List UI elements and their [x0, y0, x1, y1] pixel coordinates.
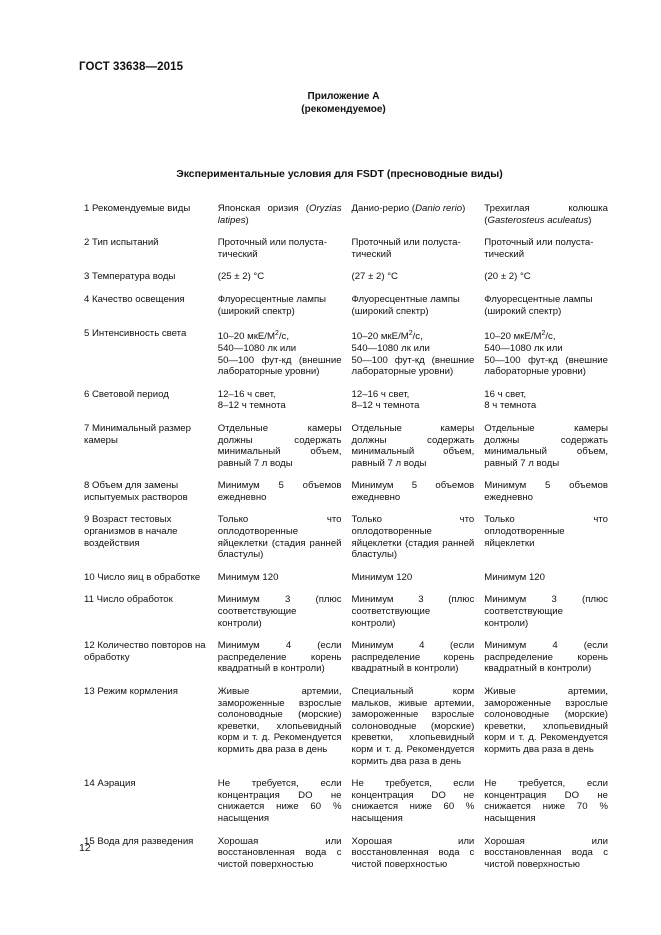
- value-cell: Проточный или полуста- тический: [484, 237, 594, 260]
- table-row: [84, 389, 608, 423]
- value-cell: Минимум 3 (плюс соответствующие контроли): [484, 594, 608, 629]
- value-cell: Минимум 5 объемов ежедневно: [217, 480, 342, 503]
- value-cell: Минимум 5 объемов ежедневно: [484, 480, 608, 503]
- value-cell: Хорошая или восстановленная вода с чистой поверхностью: [351, 835, 475, 870]
- param-cell: 14 Аэрация: [84, 778, 136, 790]
- table-row: [84, 686, 608, 778]
- value-cell: (20 ± 2) °С: [484, 271, 531, 283]
- appendix-heading: [0, 90, 661, 116]
- table-row: [84, 237, 608, 271]
- value-cell: Минимум 120: [484, 571, 545, 583]
- value-cell: 10–20 мкЕ/$М^2/с$, 540—1080 лк или 50—100 фут-кд (внешние лабораторные уровни): [351, 330, 475, 378]
- table-row: [84, 423, 608, 480]
- param-cell: 10 Число яиц в обработке: [84, 571, 201, 583]
- page-number: 12: [79, 842, 91, 854]
- species-cell: Трехиглая колюшка (Gasterosteus aculeatus): [484, 203, 608, 226]
- value-cell: Только что оплодотворенные яйцеклетки: [484, 514, 608, 549]
- value-cell: Хорошая или восстановленная вода с чистой поверхностью: [484, 835, 608, 870]
- value-cell: Только что оплодотворенные яйцеклетки (стадия ранней бластулы): [217, 514, 342, 561]
- value-cell: 12–16 ч свет, 8–12 ч темнота: [217, 388, 286, 412]
- table-row: [84, 480, 608, 514]
- value-cell: 12–16 ч свет, 8–12 ч темнота: [351, 388, 420, 412]
- table-row: [84, 514, 608, 571]
- appendix-title: Приложение А: [307, 91, 380, 102]
- value-cell: Отдельные камеры должны содержать минимальный объем, равный 7 л воды: [484, 422, 608, 469]
- table-row: [84, 203, 608, 237]
- value-cell: Минимум 120: [217, 571, 279, 583]
- value-cell: Не требуется, если концентрация DO не снижается ниже 60 % насыщения: [217, 778, 342, 824]
- param-cell: 8 Объем для замены испытуемых растворов: [84, 480, 188, 503]
- value-cell: Минимум 4 (если распределение корень квадратный в контроли): [484, 640, 608, 675]
- value-cell: 10–20 мкЕ/$М^2/с$, 540—1080 лк или 50—100 фут-кд (внешние лабораторные уровни): [484, 330, 608, 378]
- value-cell: Хорошая или восстановленная вода с чистой поверхностью: [217, 835, 342, 870]
- species-cell: Данио-рерио (Danio rerio): [351, 203, 466, 214]
- latin-name: Oryzias latipes: [217, 203, 342, 226]
- value-cell: Живые артемии, замороженные взрослые солоноводные (морские) креветки, хлопьевидный корм и т. д. Рекомендуется кормить два раза в день: [484, 686, 608, 755]
- table-row: [84, 778, 608, 835]
- param-cell: 9 Возраст тестовых организмов в начале воздействия: [84, 514, 178, 549]
- value-cell: Флуоресцентные лампы (широкий спектр): [217, 293, 327, 317]
- value-cell: Минимум 4 (если распределение корень квадратный в контроли): [217, 640, 342, 675]
- value-cell: Отдельные камеры должны содержать минимальный объем, равный 7 л воды: [351, 422, 475, 469]
- param-cell: 15 Вода для разведения: [84, 835, 194, 847]
- value-cell: 16 ч свет, 8 ч темнота: [484, 388, 537, 412]
- value-cell: Не требуется, если концентрация DO не снижается ниже 70 % насыщения: [484, 778, 608, 824]
- value-cell: Проточный или полуста- тический: [351, 237, 461, 260]
- table-row: [84, 294, 608, 328]
- value-cell: (27 ± 2) °С: [351, 271, 398, 283]
- value-cell: Минимум 3 (плюс соответствующие контроли): [351, 594, 475, 629]
- table-row: [84, 328, 608, 389]
- param-cell: 6 Световой период: [84, 388, 169, 400]
- param-cell: 4 Качество освещения: [84, 293, 185, 305]
- table-row: [84, 640, 608, 686]
- document-code: ГОСТ 33638—2015: [79, 61, 184, 73]
- param-cell: 1 Рекомендуемые виды: [84, 203, 191, 214]
- table-row: [84, 572, 608, 595]
- param-cell: 7 Минимальный размер камеры: [84, 422, 191, 446]
- value-cell: (25 ± 2) °С: [217, 271, 265, 283]
- value-cell: Минимум 5 объемов ежедневно: [351, 480, 475, 503]
- value-cell: Флуоресцентные лампы (широкий спектр): [484, 293, 593, 317]
- table-title: Экспериментальные условия для FSDT (пресноводные виды): [176, 168, 503, 180]
- param-cell: 3 Температура воды: [84, 271, 176, 283]
- conditions-table: [84, 203, 608, 881]
- value-cell: Живые артемии, замороженные взрослые солоноводные (морские) креветки, хлопьевидный корм и т. д. Рекомендуется кормить два раза в день: [217, 686, 342, 755]
- param-cell: 11 Число обработок: [84, 594, 173, 606]
- value-cell: Отдельные камеры должны содержать минимальный объем, равный 7 л воды: [217, 422, 342, 469]
- species-cell: Японская оризия (Oryzias latipes): [217, 203, 342, 226]
- value-cell: Только что оплодотворенные яйцеклетки (стадия ранней бластулы): [351, 514, 475, 561]
- value-cell: Специальный корм мальков, живые артемии, замороженные взрослые солоноводные (морские) креветки, хлопьевидный корм и т. д. Рекомендуется кормить два раза в день: [351, 686, 475, 767]
- value-cell: Не требуется, если концентрация DO не снижается ниже 60 % насыщения: [351, 778, 475, 824]
- table-row: [84, 836, 608, 882]
- param-cell: 13 Режим кормления: [84, 686, 178, 697]
- value-cell: 10–20 мкЕ/$М^2/с$, 540—1080 лк или 50—100 фут-кд (внешние лабораторные уровни): [217, 330, 342, 378]
- param-cell: 5 Интенсивность света: [84, 328, 187, 340]
- value-cell: Минимум 4 (если распределение корень квадратный в контроли): [351, 640, 475, 675]
- value-cell: Проточный или полуста- тический: [217, 237, 327, 260]
- appendix-note: (рекомендуемое): [301, 104, 386, 115]
- latin-name: Gasterosteus aculeatus: [487, 214, 589, 226]
- latin-name: Danio rerio: [415, 203, 463, 214]
- value-cell: Минимум 3 (плюс соответствующие контроли): [217, 594, 342, 629]
- value-cell: Флуоресцентные лампы (широкий спектр): [351, 293, 460, 317]
- param-cell: 2 Тип испытаний: [84, 237, 159, 249]
- param-cell: 12 Количество повторов на обработку: [84, 640, 206, 663]
- table-row: [84, 594, 608, 640]
- value-cell: Минимум 120: [351, 571, 413, 583]
- table-row: [84, 271, 608, 294]
